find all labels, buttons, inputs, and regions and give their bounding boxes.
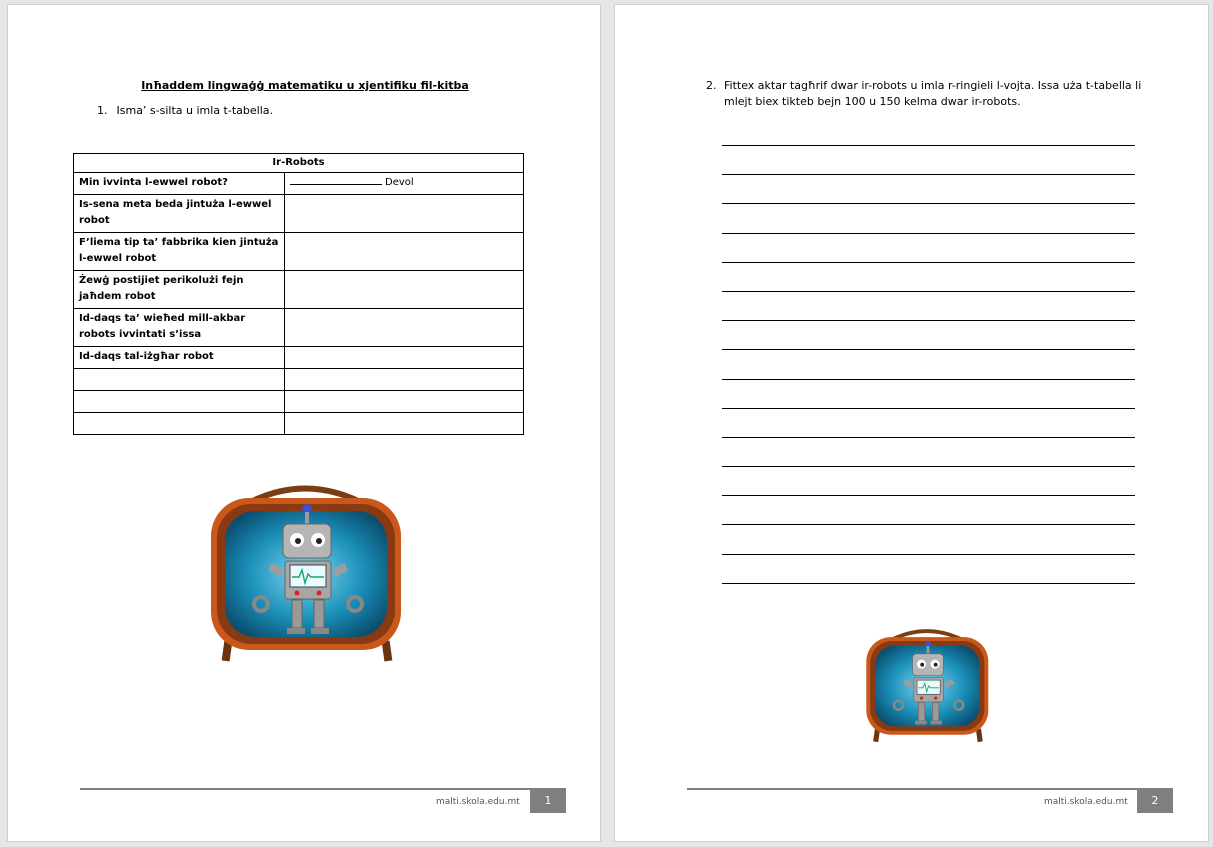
- answer-text: Devol: [385, 177, 414, 188]
- writing-line[interactable]: [722, 291, 1135, 292]
- row-answer[interactable]: [285, 173, 524, 195]
- empty-cell[interactable]: [74, 413, 285, 435]
- table-row-empty: [74, 369, 524, 391]
- row-label: Min ivvinta l-ewwel robot?: [74, 173, 285, 195]
- table-row: [74, 233, 524, 271]
- page-number: 2: [1137, 790, 1173, 813]
- table-row: [74, 271, 524, 309]
- footer-divider: [687, 788, 1173, 790]
- footer-site: malti.skola.edu.mt: [436, 797, 520, 807]
- question-1-text: Isma’ s-silta u imla t-tabella.: [116, 104, 273, 117]
- footer-site: malti.skola.edu.mt: [1044, 797, 1128, 807]
- question-2-number: 2.: [706, 79, 717, 92]
- writing-line[interactable]: [722, 495, 1135, 496]
- writing-line[interactable]: [722, 233, 1135, 234]
- empty-cell[interactable]: [285, 391, 524, 413]
- writing-lines[interactable]: [722, 145, 1135, 612]
- writing-line[interactable]: [722, 466, 1135, 467]
- robot-tv-icon: [203, 476, 408, 666]
- robots-table: [73, 153, 524, 435]
- writing-line[interactable]: [722, 174, 1135, 175]
- document-title: Inħaddem lingwaġġ matematiku u xjentifiku fil-kitba: [141, 79, 469, 92]
- answer-blank: [290, 175, 382, 185]
- empty-cell[interactable]: [74, 369, 285, 391]
- page-number: 1: [530, 790, 566, 813]
- writing-line[interactable]: [722, 437, 1135, 438]
- row-answer[interactable]: [285, 271, 524, 309]
- empty-cell[interactable]: [74, 391, 285, 413]
- writing-line[interactable]: [722, 262, 1135, 263]
- question-2: [706, 78, 1146, 110]
- footer-divider: [80, 788, 566, 790]
- table-row: [74, 347, 524, 369]
- writing-line[interactable]: [722, 524, 1135, 525]
- writing-line[interactable]: [722, 583, 1135, 584]
- empty-cell[interactable]: [285, 369, 524, 391]
- table-row: [74, 195, 524, 233]
- row-answer[interactable]: [285, 309, 524, 347]
- writing-line[interactable]: [722, 320, 1135, 321]
- writing-line[interactable]: [722, 349, 1135, 350]
- row-answer[interactable]: [285, 195, 524, 233]
- row-label: Żewġ postijiet perikolużi fejn jaħdem robot: [74, 271, 285, 309]
- writing-line[interactable]: [722, 145, 1135, 146]
- question-1-number: 1.: [97, 104, 108, 117]
- writing-line[interactable]: [722, 379, 1135, 380]
- table-row: [74, 173, 524, 195]
- question-1: [97, 104, 273, 117]
- document-page-1: [7, 4, 601, 842]
- table-row-empty: [74, 413, 524, 435]
- robot-tv-icon: [861, 623, 993, 745]
- empty-cell[interactable]: [285, 413, 524, 435]
- document-page-2: [614, 4, 1209, 842]
- row-answer[interactable]: [285, 347, 524, 369]
- row-label: Id-daqs ta’ wieħed mill-akbar robots ivvintati s’issa: [74, 309, 285, 347]
- writing-line[interactable]: [722, 554, 1135, 555]
- table-header: Ir-Robots: [74, 154, 524, 173]
- row-label: F’liema tip ta’ fabbrika kien jintuża l-ewwel robot: [74, 233, 285, 271]
- table-row: [74, 309, 524, 347]
- row-label: Is-sena meta beda jintuża l-ewwel robot: [74, 195, 285, 233]
- row-answer[interactable]: [285, 233, 524, 271]
- table-row-empty: [74, 391, 524, 413]
- writing-line[interactable]: [722, 203, 1135, 204]
- row-label: Id-daqs tal-iżgħar robot: [74, 347, 285, 369]
- writing-line[interactable]: [722, 408, 1135, 409]
- question-2-text: Fittex aktar tagħrif dwar ir-robots u imla r-ringieli l-vojta. Issa uża t-tabella li mlejt biex tikteb bejn 100 u 150 kelma dwar ir-robots.: [724, 79, 1142, 108]
